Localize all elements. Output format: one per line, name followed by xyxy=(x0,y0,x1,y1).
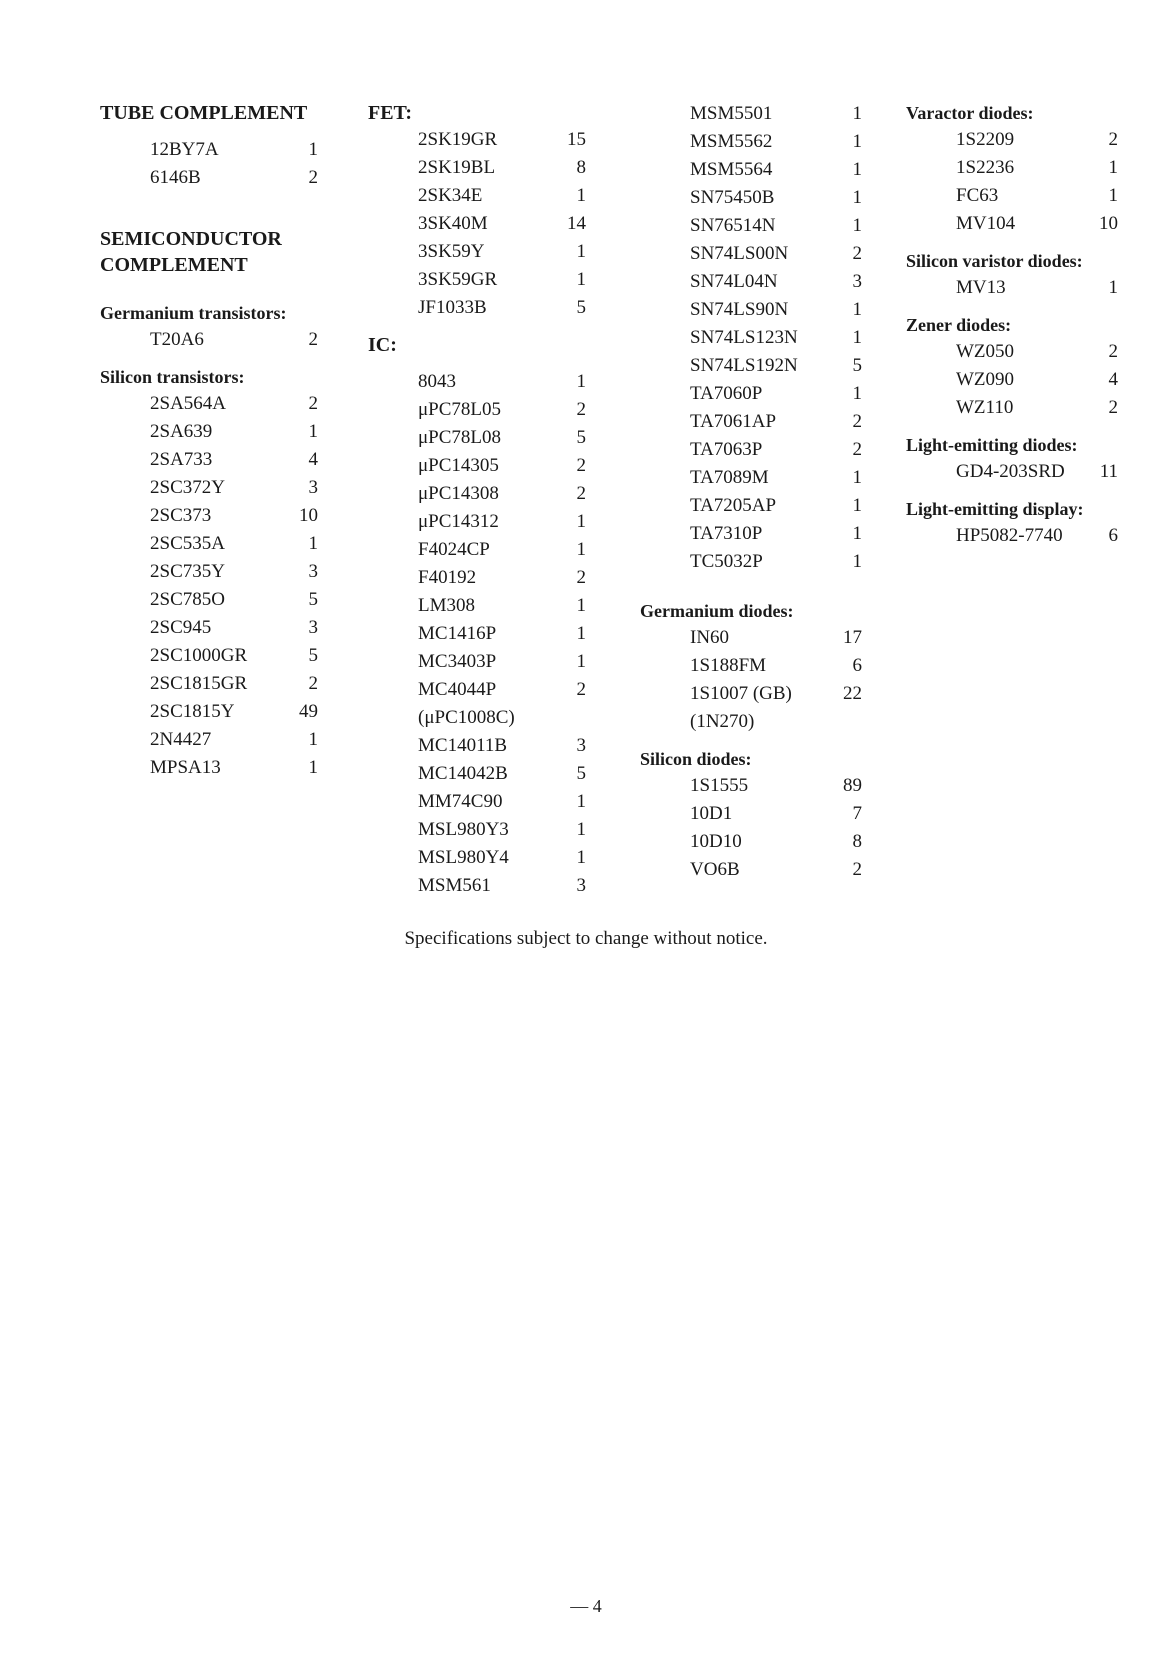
part-number: 12BY7A xyxy=(150,139,219,160)
quantity: 1 xyxy=(852,299,862,320)
list-item xyxy=(690,324,862,352)
part-number: MSM5562 xyxy=(690,131,773,152)
list-item xyxy=(418,294,586,322)
silicon-varistor-diodes-heading: Silicon varistor diodes: xyxy=(906,251,1083,271)
part-number: WZ050 xyxy=(956,341,1015,362)
list-item xyxy=(418,844,586,872)
part-number: 2SC945 xyxy=(150,617,212,638)
page-number: — 4 xyxy=(570,1596,602,1616)
germanium-transistors-list xyxy=(100,326,318,354)
quantity: 2 xyxy=(852,411,862,432)
quantity: 3 xyxy=(852,271,862,292)
list-item xyxy=(150,726,318,754)
part-number: 10D1 xyxy=(690,803,733,824)
list-item xyxy=(418,536,586,564)
list-item xyxy=(150,754,318,782)
part-number: 3SK59GR xyxy=(418,269,498,290)
list-item xyxy=(150,418,318,446)
column-2 xyxy=(368,100,586,900)
list-item xyxy=(150,558,318,586)
list-item xyxy=(690,652,862,680)
quantity: 6 xyxy=(1108,525,1118,546)
part-number: 2SC735Y xyxy=(150,561,225,582)
part-number: 2SC373 xyxy=(150,505,212,526)
list-item xyxy=(418,648,586,676)
list-item xyxy=(690,184,862,212)
quantity: 2 xyxy=(576,399,586,420)
light-emitting-diodes-list xyxy=(906,458,1118,486)
list-item xyxy=(418,266,586,294)
list-item xyxy=(418,508,586,536)
list-item xyxy=(418,788,586,816)
quantity: 2 xyxy=(576,483,586,504)
quantity: 11 xyxy=(1099,461,1118,482)
list-item xyxy=(418,704,586,732)
quantity: 1 xyxy=(852,523,862,544)
part-number: SN74LS90N xyxy=(690,299,789,320)
list-item xyxy=(418,816,586,844)
quantity: 1 xyxy=(576,539,586,560)
part-number: VO6B xyxy=(690,859,740,880)
quantity: 1 xyxy=(308,533,318,554)
part-number: TA7089M xyxy=(690,467,769,488)
zener-diodes-list xyxy=(906,338,1118,422)
part-number: μPC78L08 xyxy=(418,427,502,448)
list-item xyxy=(956,458,1118,486)
list-item xyxy=(956,394,1118,422)
germanium-diodes-heading: Germanium diodes: xyxy=(640,601,794,621)
quantity: 2 xyxy=(308,167,318,188)
quantity: 89 xyxy=(843,775,862,796)
list-item xyxy=(690,708,862,736)
part-number: SN74L04N xyxy=(690,271,778,292)
part-number: 1S2209 xyxy=(956,129,1015,150)
fet-list xyxy=(368,126,586,322)
quantity: 1 xyxy=(852,327,862,348)
quantity: 2 xyxy=(852,439,862,460)
part-number: MM74C90 xyxy=(418,791,503,812)
part-number: 2SA639 xyxy=(150,421,213,442)
quantity: 2 xyxy=(852,859,862,880)
part-number: 2N4427 xyxy=(150,729,212,750)
quantity: 2 xyxy=(576,567,586,588)
quantity: 2 xyxy=(308,329,318,350)
part-number: FC63 xyxy=(956,185,999,206)
quantity: 2 xyxy=(576,679,586,700)
part-number: 1S1007 (GB) xyxy=(690,683,792,704)
part-number: LM308 xyxy=(418,595,475,616)
quantity: 1 xyxy=(852,467,862,488)
part-number: 2SC1815Y xyxy=(150,701,235,722)
list-item xyxy=(690,548,862,576)
list-item xyxy=(690,772,862,800)
quantity: 5 xyxy=(308,589,318,610)
silicon-transistors-heading: Silicon transistors: xyxy=(100,367,245,387)
quantity: 15 xyxy=(567,129,586,150)
part-number: MC14011B xyxy=(418,735,508,756)
list-item xyxy=(418,760,586,788)
list-item xyxy=(956,126,1118,154)
part-number: HP5082-7740 xyxy=(956,525,1063,546)
list-item xyxy=(690,436,862,464)
part-number: 1S188FM xyxy=(690,655,767,676)
column-1 xyxy=(100,100,318,782)
list-item xyxy=(418,424,586,452)
part-number: (μPC1008C) xyxy=(418,707,515,728)
list-item xyxy=(418,238,586,266)
part-number: T20A6 xyxy=(150,329,204,350)
list-item xyxy=(690,492,862,520)
quantity: 5 xyxy=(852,355,862,376)
list-item xyxy=(150,586,318,614)
list-item xyxy=(690,856,862,884)
list-item xyxy=(418,872,586,900)
semiconductor-complement-heading xyxy=(100,226,318,278)
part-number: MSL980Y3 xyxy=(418,819,509,840)
part-number: 2SK34E xyxy=(418,185,483,206)
quantity: 1 xyxy=(1108,157,1118,178)
part-number: TA7060P xyxy=(690,383,763,404)
quantity: 10 xyxy=(1099,213,1118,234)
list-item xyxy=(418,126,586,154)
part-number: MSM5501 xyxy=(690,103,773,124)
part-number: μPC14308 xyxy=(418,483,499,504)
light-emitting-display-list xyxy=(906,522,1118,550)
list-item xyxy=(418,676,586,704)
part-number: TA7205AP xyxy=(690,495,777,516)
quantity: 1 xyxy=(576,819,586,840)
ic-heading: IC: xyxy=(368,334,397,356)
list-item xyxy=(956,522,1118,550)
list-item xyxy=(150,326,318,354)
part-number: 2SA564A xyxy=(150,393,227,414)
part-number: MC4044P xyxy=(418,679,497,700)
part-number: 1S2236 xyxy=(956,157,1015,178)
list-item xyxy=(418,154,586,182)
part-number: JF1033B xyxy=(418,297,487,318)
quantity: 22 xyxy=(843,683,862,704)
quantity: 1 xyxy=(852,131,862,152)
list-item xyxy=(690,408,862,436)
ic-list-continued xyxy=(640,100,862,576)
list-item xyxy=(418,592,586,620)
light-emitting-diodes-heading: Light-emitting diodes: xyxy=(906,435,1078,455)
column-3 xyxy=(640,100,862,884)
quantity: 2 xyxy=(1108,341,1118,362)
quantity: 1 xyxy=(852,159,862,180)
germanium-transistors-heading: Germanium transistors: xyxy=(100,303,287,323)
list-item xyxy=(150,474,318,502)
list-item xyxy=(690,464,862,492)
part-number: μPC14312 xyxy=(418,511,499,532)
specifications-notice: Specifications subject to change without notice. xyxy=(404,928,768,949)
quantity: 2 xyxy=(576,455,586,476)
part-number: μPC14305 xyxy=(418,455,499,476)
list-item xyxy=(418,480,586,508)
germanium-diodes-list xyxy=(640,624,862,736)
quantity: 10 xyxy=(299,505,318,526)
list-item xyxy=(150,698,318,726)
part-number: (1N270) xyxy=(690,711,755,732)
part-number: TA7063P xyxy=(690,439,763,460)
quantity: 6 xyxy=(852,655,862,676)
part-number: 2SK19BL xyxy=(418,157,496,178)
list-item xyxy=(690,680,862,708)
quantity: 1 xyxy=(576,185,586,206)
list-item xyxy=(418,182,586,210)
quantity: 3 xyxy=(576,735,586,756)
list-item xyxy=(150,670,318,698)
part-number: 10D10 xyxy=(690,831,742,852)
part-number: MSM561 xyxy=(418,875,491,896)
zener-diodes-heading: Zener diodes: xyxy=(906,315,1012,335)
quantity: 1 xyxy=(308,139,318,160)
list-item xyxy=(150,614,318,642)
quantity: 3 xyxy=(308,561,318,582)
list-item xyxy=(956,154,1118,182)
quantity: 1 xyxy=(852,383,862,404)
silicon-diodes-list xyxy=(640,772,862,884)
part-number: MV13 xyxy=(956,277,1006,298)
part-number: 2SC1815GR xyxy=(150,673,248,694)
list-item xyxy=(150,530,318,558)
quantity: 8 xyxy=(576,157,586,178)
quantity: 5 xyxy=(576,427,586,448)
light-emitting-display-heading: Light-emitting display: xyxy=(906,499,1084,519)
quantity: 2 xyxy=(308,673,318,694)
part-number: MSL980Y4 xyxy=(418,847,509,868)
part-number: GD4-203SRD xyxy=(956,461,1065,482)
quantity: 1 xyxy=(576,371,586,392)
quantity: 7 xyxy=(852,803,862,824)
quantity: 49 xyxy=(299,701,318,722)
part-number: WZ090 xyxy=(956,369,1015,390)
part-number: 6146B xyxy=(150,167,201,188)
quantity: 1 xyxy=(576,511,586,532)
list-item xyxy=(418,368,586,396)
part-number: SN74LS00N xyxy=(690,243,789,264)
silicon-varistor-diodes-list xyxy=(906,274,1118,302)
quantity: 3 xyxy=(576,875,586,896)
part-number: F4024CP xyxy=(418,539,490,560)
part-number: 8043 xyxy=(418,371,456,392)
quantity: 1 xyxy=(576,847,586,868)
quantity: 5 xyxy=(576,297,586,318)
list-item xyxy=(690,268,862,296)
part-number: 2SC785O xyxy=(150,589,225,610)
quantity: 1 xyxy=(852,215,862,236)
ic-list xyxy=(368,368,586,900)
list-item xyxy=(956,366,1118,394)
part-number: SN74LS192N xyxy=(690,355,798,376)
list-item xyxy=(690,828,862,856)
quantity: 2 xyxy=(308,393,318,414)
quantity: 14 xyxy=(567,213,586,234)
part-number: 2SC372Y xyxy=(150,477,225,498)
quantity: 1 xyxy=(852,495,862,516)
list-item xyxy=(418,732,586,760)
quantity: 1 xyxy=(576,269,586,290)
list-item xyxy=(690,800,862,828)
part-number: 2SC535A xyxy=(150,533,225,554)
quantity: 3 xyxy=(308,617,318,638)
list-item xyxy=(956,210,1118,238)
list-item xyxy=(690,240,862,268)
quantity: 1 xyxy=(576,595,586,616)
list-item xyxy=(150,390,318,418)
tube-list xyxy=(100,136,318,192)
quantity: 1 xyxy=(576,241,586,262)
part-number: 2SA733 xyxy=(150,449,213,470)
list-item xyxy=(956,338,1118,366)
quantity: 3 xyxy=(308,477,318,498)
part-number: IN60 xyxy=(690,627,730,648)
quantity: 1 xyxy=(576,651,586,672)
list-item xyxy=(956,274,1118,302)
quantity: 1 xyxy=(852,551,862,572)
part-number: TC5032P xyxy=(690,551,763,572)
list-item xyxy=(690,520,862,548)
silicon-transistors-list xyxy=(100,390,318,782)
part-number: MPSA13 xyxy=(150,757,221,778)
part-number: 3SK40M xyxy=(418,213,488,234)
part-number: MSM5564 xyxy=(690,159,773,180)
list-item xyxy=(956,182,1118,210)
varactor-diodes-list xyxy=(906,126,1118,238)
list-item xyxy=(150,642,318,670)
quantity: 1 xyxy=(852,103,862,124)
part-number: F40192 xyxy=(418,567,477,588)
fet-heading: FET: xyxy=(368,102,413,124)
list-item xyxy=(690,128,862,156)
quantity: 4 xyxy=(308,449,318,470)
part-number: 2SC1000GR xyxy=(150,645,248,666)
list-item xyxy=(150,446,318,474)
part-number: MV104 xyxy=(956,213,1016,234)
list-item xyxy=(690,624,862,652)
part-number: MC14042B xyxy=(418,763,508,784)
varactor-diodes-heading: Varactor diodes: xyxy=(906,103,1034,123)
quantity: 2 xyxy=(852,243,862,264)
quantity: 17 xyxy=(843,627,862,648)
column-4 xyxy=(906,100,1118,550)
list-item xyxy=(690,100,862,128)
list-item xyxy=(418,210,586,238)
part-number: 2SK19GR xyxy=(418,129,498,150)
part-number: SN75450B xyxy=(690,187,775,208)
quantity: 1 xyxy=(576,623,586,644)
list-item xyxy=(690,380,862,408)
part-number: 3SK59Y xyxy=(418,241,485,262)
quantity: 1 xyxy=(1108,185,1118,206)
list-item xyxy=(150,502,318,530)
list-item xyxy=(418,564,586,592)
quantity: 1 xyxy=(852,187,862,208)
quantity: 1 xyxy=(308,757,318,778)
heading-line-1: SEMICONDUCTOR xyxy=(100,228,282,250)
heading-line-2: COMPLEMENT xyxy=(100,254,248,276)
quantity: 1 xyxy=(308,729,318,750)
list-item xyxy=(418,452,586,480)
part-number: MC1416P xyxy=(418,623,497,644)
quantity: 1 xyxy=(308,421,318,442)
list-item xyxy=(690,156,862,184)
part-number: WZ110 xyxy=(956,397,1014,418)
part-number: MC3403P xyxy=(418,651,497,672)
part-number: 1S1555 xyxy=(690,775,749,796)
quantity: 4 xyxy=(1108,369,1118,390)
quantity: 5 xyxy=(308,645,318,666)
part-number: TA7310P xyxy=(690,523,763,544)
list-item xyxy=(418,396,586,424)
list-item xyxy=(690,296,862,324)
list-item xyxy=(150,136,318,164)
tube-complement-heading: TUBE COMPLEMENT xyxy=(100,102,308,124)
quantity: 1 xyxy=(576,791,586,812)
part-number: SN76514N xyxy=(690,215,776,236)
part-number: TA7061AP xyxy=(690,411,777,432)
quantity: 5 xyxy=(576,763,586,784)
quantity: 2 xyxy=(1108,397,1118,418)
part-number: μPC78L05 xyxy=(418,399,502,420)
quantity: 2 xyxy=(1108,129,1118,150)
part-number: SN74LS123N xyxy=(690,327,798,348)
list-item xyxy=(690,212,862,240)
list-item xyxy=(418,620,586,648)
quantity: 1 xyxy=(1108,277,1118,298)
list-item xyxy=(690,352,862,380)
silicon-diodes-heading: Silicon diodes: xyxy=(640,749,752,769)
list-item xyxy=(150,164,318,192)
quantity: 8 xyxy=(852,831,862,852)
